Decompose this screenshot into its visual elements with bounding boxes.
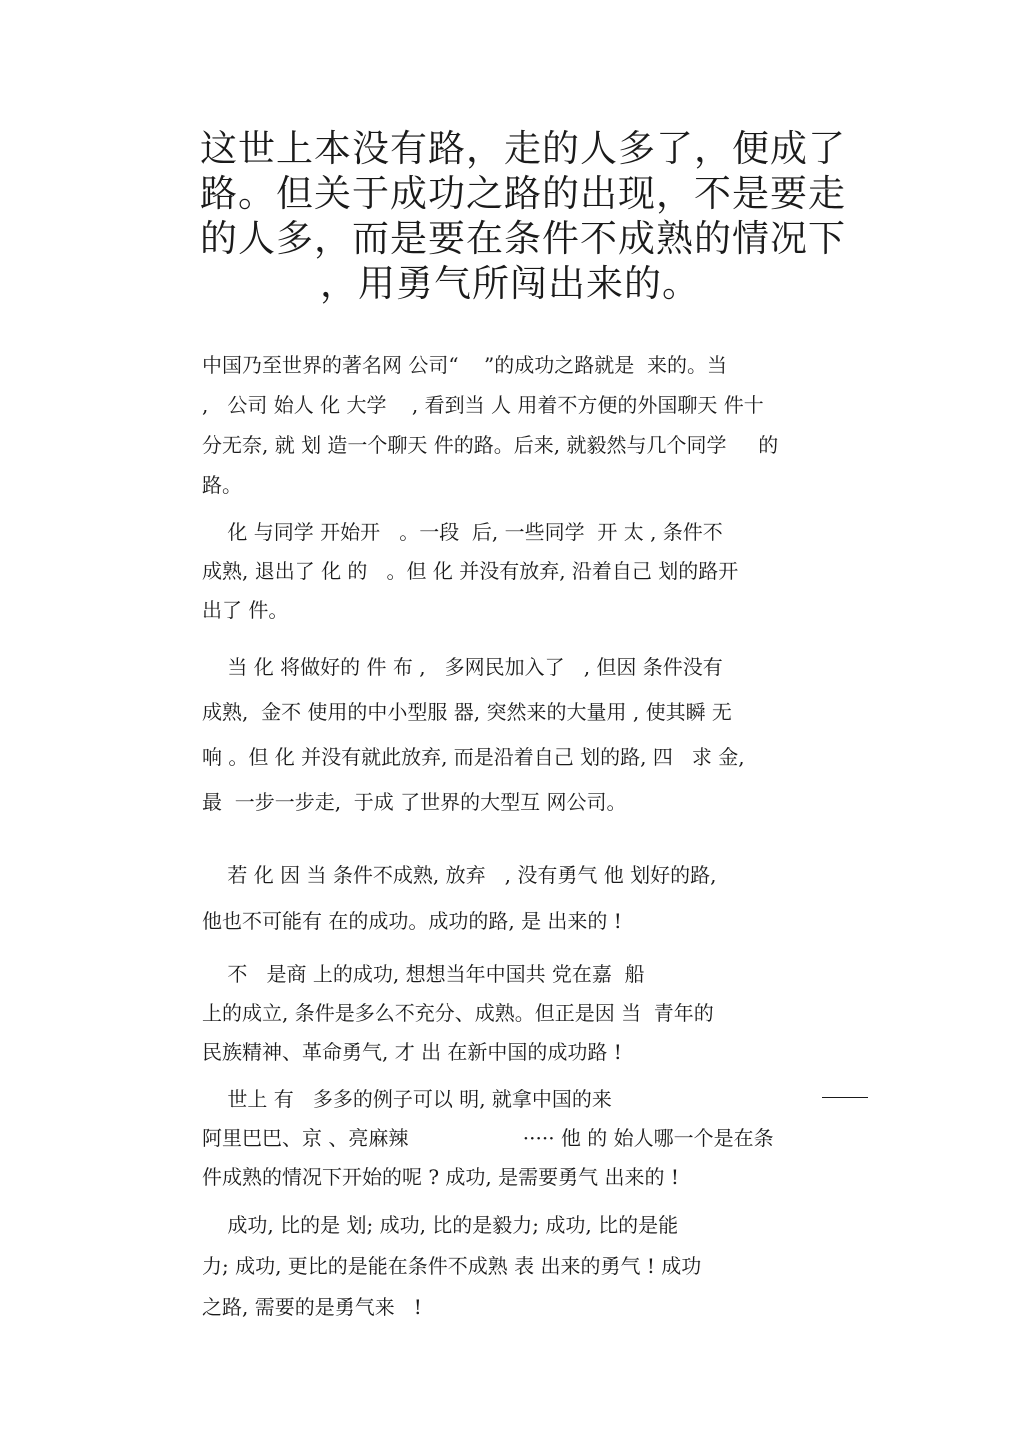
text-line: 响 。但 化 并没有就此放弃, 而是沿着自己 划的路, 四 求 金, <box>202 745 745 769</box>
paragraph-5 <box>202 955 842 1072</box>
text-line: 若 化 因 当 条件不成熟, 放弃 , 没有勇气 他 划好的路, <box>202 863 717 887</box>
title-line: ，用勇气所闯出来的。 <box>320 262 700 305</box>
text-line: 他也不可能有 在的成功。成功的路, 是 出来的 ! <box>202 909 622 933</box>
paragraph-2 <box>202 513 842 630</box>
text-line: 之路, 需要的是勇气来 ! <box>202 1295 422 1319</box>
text-line: 当 化 将做好的 件 布 , 多网民加入了 , 但因 条件没有 <box>202 655 723 679</box>
text-line: 件成熟的情况下开始的呢 ? 成功, 是需要勇气 出来的 ! <box>202 1165 679 1189</box>
text-line: , 公司 始人 化 大学 , 看到当 人 用着不方便的外国聊天 件十 <box>202 393 764 417</box>
text-line: 世上 有 多多的例子可以 明, 就拿中国的来 <box>202 1087 612 1111</box>
paragraph-6 <box>202 1080 842 1197</box>
text-line: 上的成立, 条件是多么不充分、成熟。但正是因 当 青年的 <box>202 1001 714 1025</box>
text-line: 成熟, 金不 使用的中小型服 器, 突然来的大量用 , 使其瞬 无 <box>202 700 732 724</box>
paragraph-3 <box>202 645 842 825</box>
text-line: 路。 <box>202 473 242 497</box>
text-line: 不 是商 上的成功, 想想当年中国共 党在嘉 船 <box>202 962 645 986</box>
paragraph-4 <box>202 852 842 944</box>
text-line: 分无奈, 就 划 造一个聊天 件的路。后来, 就毅然与几个同学 的 <box>202 433 779 457</box>
text-line: 化 与同学 开始开 。一段 后, 一些同学 开 太 , 条件不 <box>202 520 723 544</box>
paragraph-7 <box>202 1205 842 1328</box>
title-line: 这世上本没有路，走的人多了，便成了 <box>200 127 846 170</box>
paragraph-1 <box>202 345 842 505</box>
title-line: 路。但关于成功之路的出现，不是要走 <box>200 172 846 215</box>
text-line: 最 一步一步走, 于成 了世界的大型互 网公司。 <box>202 790 627 814</box>
text-line: 力; 成功, 更比的是能在条件不成熟 表 出来的勇气 ! 成功 <box>202 1254 702 1278</box>
document-title <box>200 126 846 306</box>
text-line: 中国乃至世界的著名网 公司“ ”的成功之路就是 来的。当 <box>202 353 727 377</box>
em-dash-rule <box>822 1097 868 1098</box>
text-line: 出了 件。 <box>202 598 289 622</box>
text-line: 成熟, 退出了 化 的 。但 化 并没有放弃, 沿着自己 划的路开 <box>202 559 739 583</box>
text-line: 成功, 比的是 划; 成功, 比的是毅力; 成功, 比的是能 <box>202 1213 679 1237</box>
text-line: 阿里巴巴、京 、亮麻辣 ····· 他 的 始人哪一个是在条 <box>202 1126 774 1150</box>
title-line: 的人多，而是要在条件不成熟的情况下 <box>200 217 846 260</box>
text-line: 民族精神、革命勇气, 才 出 在新中国的成功路 ! <box>202 1040 622 1064</box>
